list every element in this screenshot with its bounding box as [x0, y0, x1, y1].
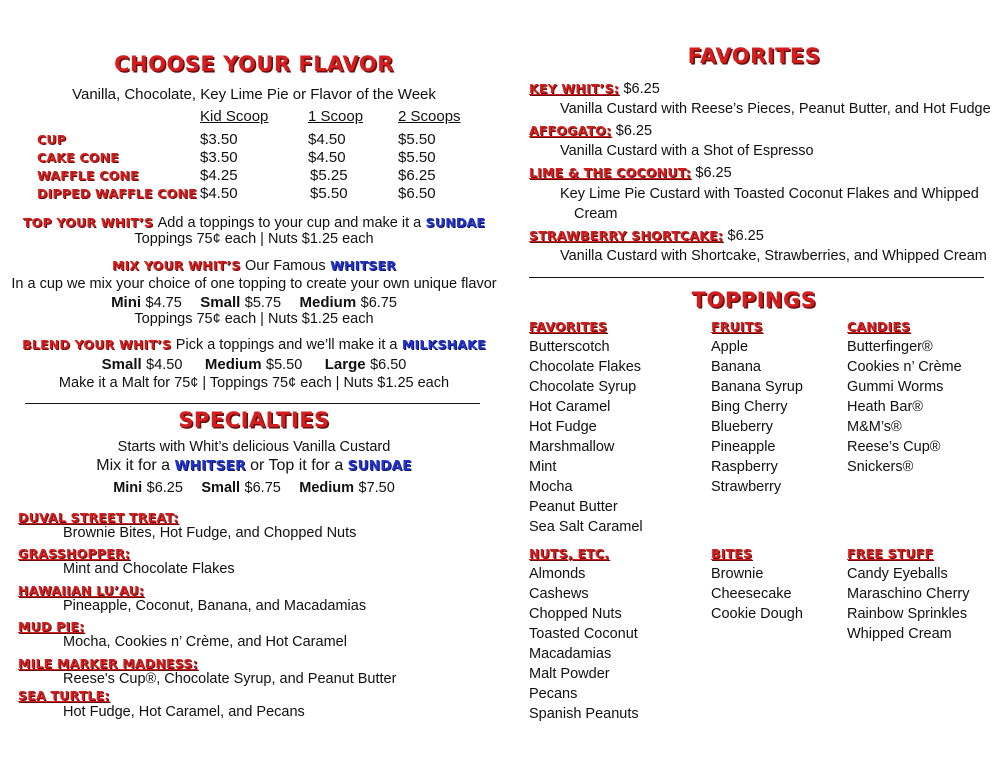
list-item: Banana [711, 359, 761, 375]
list-item: Cashews [529, 586, 589, 602]
favorite-desc: Vanilla Custard with Reese’s Pieces, Peanut Butter, and Hot Fudge [560, 101, 991, 117]
list-item: Chocolate Syrup [529, 379, 637, 395]
whitser-line [0, 257, 508, 275]
list-item: Hot Fudge [529, 419, 597, 435]
right-divider [529, 277, 984, 278]
toppings-favorites-list [529, 337, 643, 537]
price-cell: $4.25 [200, 167, 238, 184]
whitser-description: In a cup we mix your choice of one topping to create your own unique flavor [11, 276, 497, 292]
size-price: $6.50 [370, 357, 407, 373]
list-item: Candy Eyeballs [847, 566, 948, 582]
list-item: Whipped Cream [847, 626, 952, 642]
specialty-name: HAWAIIAN LU’AU: [18, 583, 145, 598]
whitser-highlight: WHITSER [330, 258, 397, 273]
list-item: Toasted Coconut [529, 626, 638, 642]
list-item: Apple [711, 339, 749, 355]
size-price: $4.50 [146, 357, 183, 373]
list-item: Macadamias [529, 646, 612, 662]
sundae-line [0, 214, 508, 232]
price-row-label: DIPPED WAFFLE CONE [37, 186, 197, 201]
price-cell: $4.50 [308, 131, 346, 148]
price-cell: $6.50 [398, 185, 436, 202]
size-name: Small [200, 294, 241, 311]
favorite-name: LIME & THE COCONUT: [529, 165, 691, 180]
list-item: Cheesecake [711, 586, 792, 602]
specialty-desc: Reese's Cup®, Chocolate Syrup, and Peanut Butter [63, 671, 397, 687]
list-item: Cookies n’ Crème [847, 359, 962, 375]
toppings-title: TOPPINGS [691, 288, 817, 312]
favorite-price: $6.25 [615, 123, 653, 139]
list-item: Snickers® [847, 459, 914, 475]
toppings-nuts-list [529, 564, 639, 724]
list-item: Butterfinger® [847, 339, 933, 355]
price-cell: $5.50 [310, 185, 348, 202]
list-item: Butterscotch [529, 339, 610, 355]
favorite-desc: Vanilla Custard with Shortcake, Strawberries, and Whipped Cream [560, 248, 987, 264]
price-row-label: CUP [37, 132, 67, 147]
list-item: Reese’s Cup® [847, 439, 941, 455]
toppings-free-heading: FREE STUFF [847, 546, 934, 561]
toppings-fruits-list [711, 337, 803, 497]
favorite-desc: Vanilla Custard with a Shot of Espresso [560, 143, 814, 159]
size-price: $4.75 [145, 295, 182, 311]
specialty-name: SEA TURTLE: [18, 688, 110, 703]
favorite-price: $6.25 [727, 228, 764, 244]
sundae-text: Add a toppings to your cup and make it a [157, 215, 422, 231]
price-cell: $4.50 [308, 149, 346, 166]
size-header-1-scoop: 1 Scoop [308, 108, 364, 125]
list-item: Heath Bar® [847, 399, 923, 415]
milkshake-sizes [0, 356, 508, 374]
size-price: $5.75 [244, 295, 282, 311]
milkshake-title: BLEND YOUR WHIT’S [22, 337, 172, 352]
sundae-highlight: SUNDAE [425, 215, 486, 230]
price-row-label: WAFFLE CONE [37, 168, 139, 183]
toppings-free-list [847, 564, 970, 644]
list-item: Sea Salt Caramel [529, 519, 643, 535]
favorite-name: KEY WHIT’S: [529, 81, 620, 96]
list-item: Blueberry [711, 419, 774, 435]
specialty-name: MILE MARKER MADNESS: [18, 656, 198, 671]
size-price: $6.25 [146, 480, 183, 496]
favorite-item-header [529, 227, 764, 245]
mix-highlight: WHITSER [174, 458, 246, 474]
list-item: Mocha [529, 479, 573, 495]
list-item: Pineapple [711, 439, 776, 455]
price-cell: $5.50 [398, 131, 436, 148]
price-cell: $5.50 [398, 149, 436, 166]
list-item: Malt Powder [529, 666, 610, 682]
flavor-title: CHOOSE YOUR FLAVOR [114, 52, 394, 76]
specialty-desc: Brownie Bites, Hot Fudge, and Chopped Nuts [63, 525, 357, 541]
list-item: Peanut Butter [529, 499, 618, 515]
flavor-subtitle: Vanilla, Chocolate, Key Lime Pie or Flavor of the Week [72, 86, 436, 103]
favorite-name: AFFOGATO: [529, 123, 612, 138]
size-name: Medium [299, 294, 357, 311]
toppings-bites-heading: BITES [711, 546, 753, 561]
milkshake-highlight: MILKSHAKE [401, 337, 486, 352]
toppings-favorites-heading: FAVORITES [529, 319, 608, 334]
list-item: Brownie [711, 566, 764, 582]
size-price: $7.50 [358, 480, 395, 496]
milkshake-extras: Make it a Malt for 75¢ | Toppings 75¢ each | Nuts $1.25 each [58, 375, 450, 391]
size-name: Small [201, 480, 241, 496]
size-name: Large [324, 356, 366, 373]
list-item: Bing Cherry [711, 399, 788, 415]
mix-middle: or Top it for a [250, 457, 344, 474]
specialty-name: GRASSHOPPER: [18, 546, 130, 561]
specialties-intro: Starts with Whit’s delicious Vanilla Custard [117, 439, 391, 455]
favorite-price: $6.25 [695, 165, 732, 181]
size-price: $5.50 [266, 357, 303, 373]
list-item: Strawberry [711, 479, 782, 495]
top-highlight: SUNDAE [347, 458, 412, 474]
favorite-price: $6.25 [623, 81, 660, 97]
milkshake-text: Pick a toppings and we’ll make it a [175, 337, 398, 353]
size-name: Small [101, 356, 142, 373]
size-header-2-scoops: 2 Scoops [398, 108, 461, 125]
size-name: Mini [113, 480, 143, 496]
favorite-item-header [529, 122, 652, 140]
list-item: Rainbow Sprinkles [847, 606, 968, 622]
specialties-sizes [0, 479, 508, 497]
list-item: Chocolate Flakes [529, 359, 642, 375]
price-cell: $5.25 [310, 167, 348, 184]
price-cell: $3.50 [200, 131, 238, 148]
list-item: Chopped Nuts [529, 606, 622, 622]
list-item: Almonds [529, 566, 586, 582]
price-cell: $4.50 [200, 185, 238, 202]
whitser-toppings: Toppings 75¢ each | Nuts $1.25 each [134, 311, 374, 327]
toppings-nuts-heading: NUTS, ETC. [529, 546, 610, 561]
specialties-title: SPECIALTIES [178, 408, 330, 432]
specialty-name: MUD PIE: [18, 619, 85, 634]
specialty-desc: Mocha, Cookies n’ Crème, and Hot Caramel [63, 634, 347, 650]
price-row-label: CAKE CONE [37, 150, 120, 165]
specialty-desc: Hot Fudge, Hot Caramel, and Pecans [63, 704, 305, 720]
sundae-toppings: Toppings 75¢ each | Nuts $1.25 each [134, 231, 374, 247]
toppings-fruits-heading: FRUITS [711, 319, 763, 334]
whitser-sizes [0, 294, 508, 312]
toppings-candies-list [847, 337, 962, 477]
favorites-title: FAVORITES [687, 44, 821, 68]
specialties-mix-line [0, 457, 508, 475]
list-item: Marshmallow [529, 439, 615, 455]
favorite-desc-continued: Cream [574, 206, 618, 222]
list-item: Hot Caramel [529, 399, 611, 415]
size-name: Medium [204, 356, 262, 373]
specialty-desc: Mint and Chocolate Flakes [63, 561, 235, 577]
list-item: Maraschino Cherry [847, 586, 970, 602]
price-cell: $6.25 [398, 167, 436, 184]
mix-prefix: Mix it for a [96, 457, 171, 474]
specialty-name: DUVAL STREET TREAT: [18, 510, 179, 525]
favorite-item-header [529, 80, 660, 98]
list-item: Raspberry [711, 459, 778, 475]
whitser-title: MIX YOUR WHIT’S [111, 258, 241, 273]
favorite-name: STRAWBERRY SHORTCAKE: [529, 228, 724, 243]
size-header-kid: Kid Scoop [200, 108, 269, 125]
list-item: Mint [529, 459, 557, 475]
list-item: Gummi Worms [847, 379, 944, 395]
list-item: M&M’s® [847, 419, 902, 435]
toppings-bites-list [711, 564, 803, 624]
list-item: Spanish Peanuts [529, 706, 639, 722]
list-item: Pecans [529, 686, 578, 702]
sundae-title: TOP YOUR WHIT’S [22, 215, 154, 230]
favorite-item-header [529, 164, 732, 182]
size-name: Mini [111, 294, 142, 311]
toppings-candies-heading: CANDIES [847, 319, 911, 334]
price-cell: $3.50 [200, 149, 238, 166]
milkshake-line [0, 336, 508, 354]
specialty-desc: Pineapple, Coconut, Banana, and Macadamias [63, 598, 367, 614]
size-price: $6.75 [360, 295, 397, 311]
size-price: $6.75 [244, 480, 281, 496]
favorite-desc: Key Lime Pie Custard with Toasted Coconut Flakes and Whipped [560, 186, 979, 202]
list-item: Cookie Dough [711, 606, 803, 622]
size-name: Medium [299, 480, 355, 496]
whitser-text: Our Famous [245, 258, 326, 274]
left-divider [25, 403, 480, 404]
list-item: Banana Syrup [711, 379, 803, 395]
